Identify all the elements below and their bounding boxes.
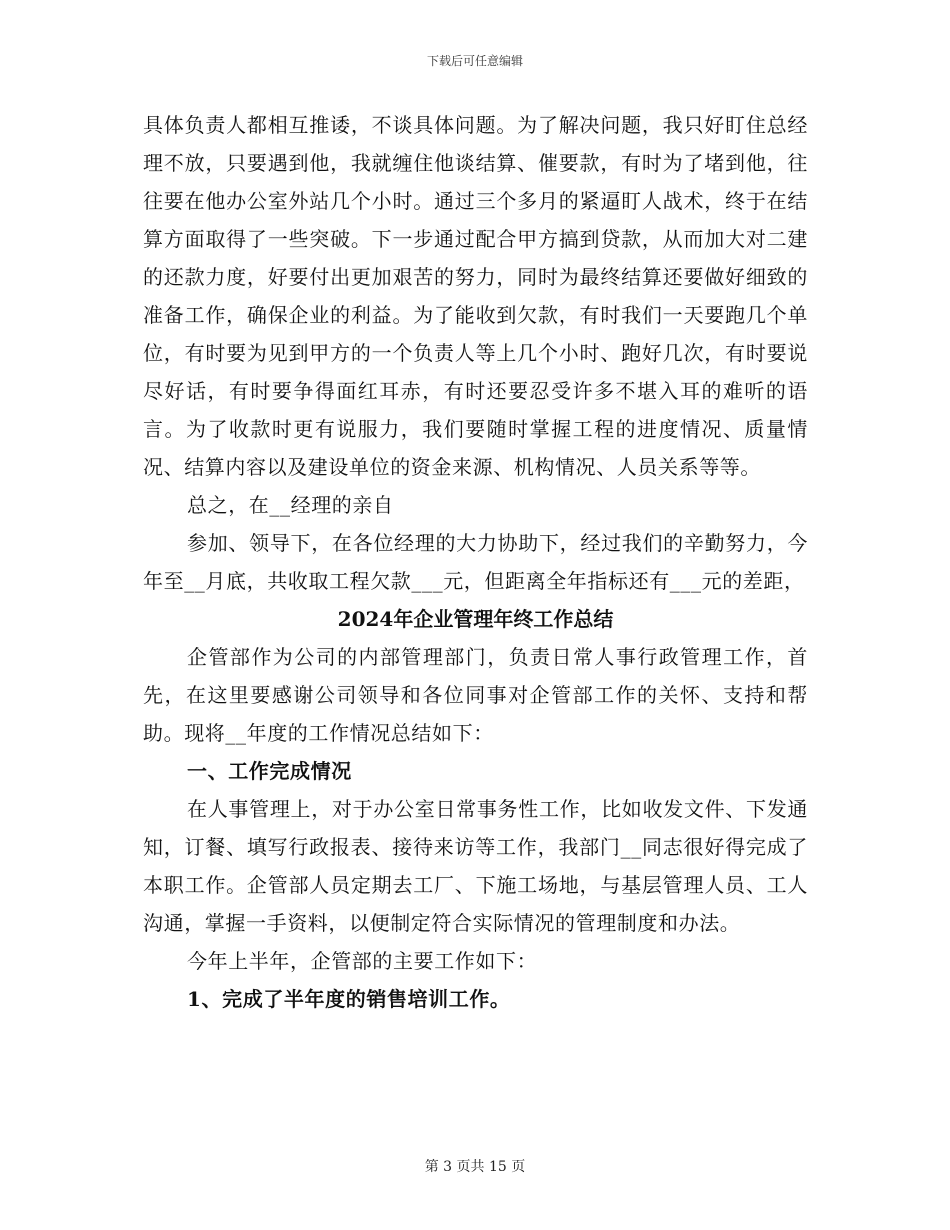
document-body xyxy=(143,106,808,1018)
paragraph-summary-continued: 参加、领导下，在各位经理的大力协助下，经过我们的辛勤努力，今年至__月底，共收取工程欠款___元，但距离全年指标还有___元的差距， xyxy=(143,531,808,593)
paragraph-personnel-management: 在人事管理上，对于办公室日常事务性工作，比如收发文件、下发通知，订餐、填写行政报表、接待来访等工作，我部门__同志很好得完成了本职工作。企管部人员定期去工厂、下施工场地，与基层管理人员、工人沟通，掌握一手资料，以便制定符合实际情况的管理制度和办法。 xyxy=(143,797,808,935)
section-title: 2024年企业管理年终工作总结 xyxy=(337,607,614,631)
heading-work-completion: 一、工作完成情况 xyxy=(187,759,352,783)
page-header: 下载后可任意编辑 xyxy=(426,54,523,68)
page-footer: 第 3 页共 15 页 xyxy=(424,1159,526,1175)
heading-sales-training: 1、完成了半年度的销售培训工作。 xyxy=(187,987,511,1011)
paragraph-first-half: 今年上半年，企管部的主要工作如下： xyxy=(187,949,538,973)
paragraph-intro: 企管部作为公司的内部管理部门，负责日常人事行政管理工作，首先，在这里要感谢公司领导和各位同事对企管部工作的关怀、支持和帮助。现将__年度的工作情况总结如下： xyxy=(143,645,808,745)
paragraph-collection-efforts: 具体负责人都相互推诿，不谈具体问题。为了解决问题，我只好盯住总经理不放，只要遇到他，我就缠住他谈结算、催要款，有时为了堵到他，往往要在他办公室外站几个小时。通过三个多月的紧逼盯人战术，终于在结算方面取得了一些突破。下一步通过配合甲方搞到贷款，从而加大对二建的还款力度，好要付出更加艰苦的努力，同时为最终结算还要做好细致的准备工作，确保企业的利益。为了能收到欠款，有时我们一天要跑几个单位，有时要为见到甲方的一个负责人等上几个小时、跑好几次，有时要说尽好话，有时要争得面红耳赤，有时还要忍受许多不堪入耳的难听的语言。为了收款时更有说服力，我们要随时掌握工程的进度情况、质量情况、结算内容以及建设单位的资金来源、机构情况、人员关系等等。 xyxy=(143,113,808,479)
paragraph-summary-start: 总之，在__经理的亲自 xyxy=(187,493,394,517)
